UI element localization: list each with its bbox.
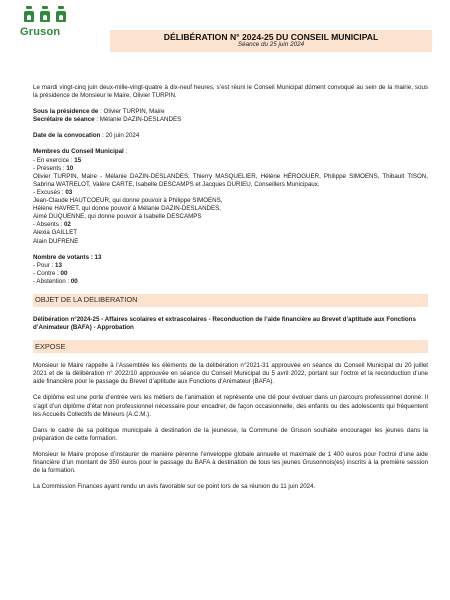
logo-text: Gruson: [20, 26, 61, 38]
members-heading: Membres du Conseil Municipal :: [33, 148, 128, 156]
members-presents: - Présents : 10: [33, 164, 74, 172]
expose-heading: EXPOSE: [33, 340, 428, 353]
document-body: [33, 84, 428, 499]
logo-figure-icon: [56, 6, 66, 22]
page-title: DÉLIBÉRATION N° 2024-25 DU CONSEIL MUNICIPAL: [163, 32, 379, 42]
members-exercice: - En exercice : 15: [33, 156, 82, 164]
members-block: [33, 148, 428, 245]
convocation-line: Date de la convocation : 20 juin 2024: [33, 132, 140, 140]
members-presents-list: Olivier TURPIN, Maire - Mélanie DAZIN-DESLANDES, Thierry MASQUELIER, Hélène HÉROGUER, Philippe SIMOENS, Thibault TISON, Sabrina WATRELOT, Valère CARTE, Isabelle DESCAMPS et Jacques DURIEU, Conseillers Municipaux.: [33, 172, 428, 188]
expose-paragraph: Monsieur le Maire rappelle à l’Assemblée les éléments de la délibération n°2021-31 approuvée en séance du Conseil Municipal du 20 juillet 2021 et de la délibération n° 2022/10 approuvée en séance du Conseil Municipal du 5 avril 2022, portant sur l’octroi et la reconduction d’une aide financière pour le passage du Brevet d’aptitude aux Fonctions d’Animateur (BAFA).: [33, 362, 428, 386]
logo-icons: [24, 6, 78, 22]
absent-member: Alexia GAILLET: [33, 229, 78, 237]
excused-member: Jean-Claude HAUTCOEUR, qui donne pouvoir à Philippe SIMOENS,: [33, 197, 223, 205]
members-absents: - Absents : 02: [33, 221, 71, 229]
secretaire-line: Secrétaire de séance : Mélanie DAZIN-DESLANDES: [33, 116, 182, 124]
officials-block: [33, 108, 428, 124]
objet-heading: OBJET DE LA DELIBERATION: [33, 294, 428, 307]
intro-paragraph: Le mardi vingt-cinq juin deux-mille-vingt-quatre à dix-neuf heures, s’est réuni le Conseil Municipal dûment convoqué au sein de la mairie, sous la présidence de Monsieur le Maire, Olivier TURPIN.: [33, 84, 428, 100]
logo-figure-icon: [40, 6, 50, 22]
expose-paragraph: Ce diplôme est une porte d’entrée vers les métiers de l’animation et représente une clé pour évoluer dans un parcours professionnel donné. Il s’agit d’un diplôme d’état non professionnel nécessaire pour encadrer, de façon occasionnelle, des enfants ou des adolescents qui fréquentent les Accueils Collectifs de Mineurs (A.C.M.).: [33, 394, 428, 418]
excused-member: Aimé DUQUENNE, qui donne pouvoir à Isabelle DESCAMPS: [33, 213, 202, 221]
page-subtitle: Séance du 25 juin 2024: [237, 41, 305, 48]
excused-member: Hélène HAVRET, qui donne pouvoir à Mélanie DAZIN-DESLANDES,: [33, 205, 222, 213]
expose-paragraph: Dans le cadre de sa politique municipale à destination de la jeunesse, la Commune de Gruson souhaite encourager les jeunes dans la préparation de cette formation.: [33, 426, 428, 442]
absent-member: Alain DUFRENE: [33, 237, 79, 245]
expose-paragraph: La Commission Finances ayant rendu un avis favorable sur ce point lors de sa réunion du 11 juin 2024.: [33, 483, 316, 491]
votes-abstention: - Abstention : 00: [33, 277, 78, 285]
expose-paragraph: Monsieur le Maire propose d’instaurer de manière pérenne l’enveloppe globale annuelle et maximale de 1 400 euros pour l’octroi d’une aide financière d’un montant de 350 euros pour le passage du BAFA à destination de tous les jeunes Grusonnois(es) inscrits à la première session de la formation.: [33, 450, 428, 475]
votes-block: [33, 254, 428, 286]
gruson-logo: [18, 6, 78, 46]
presidence-line: Sous la présidence de : Olivier TURPIN, Maire: [33, 108, 165, 116]
votants-line: Nombre de votants : 13: [33, 253, 102, 261]
objet-text: Délibération n°2024-25 - Affaires scolaires et extrascolaires - Reconduction de l’aide financière au Brevet d’aptitude aux Fonctions d’Animateur (BAFA) - Approbation: [33, 315, 416, 332]
logo-figure-icon: [24, 6, 34, 22]
votes-contre: - Contre : 00: [33, 269, 68, 277]
votes-pour: - Pour : 13: [33, 261, 62, 269]
members-excuses: - Excusés : 03: [33, 188, 73, 196]
